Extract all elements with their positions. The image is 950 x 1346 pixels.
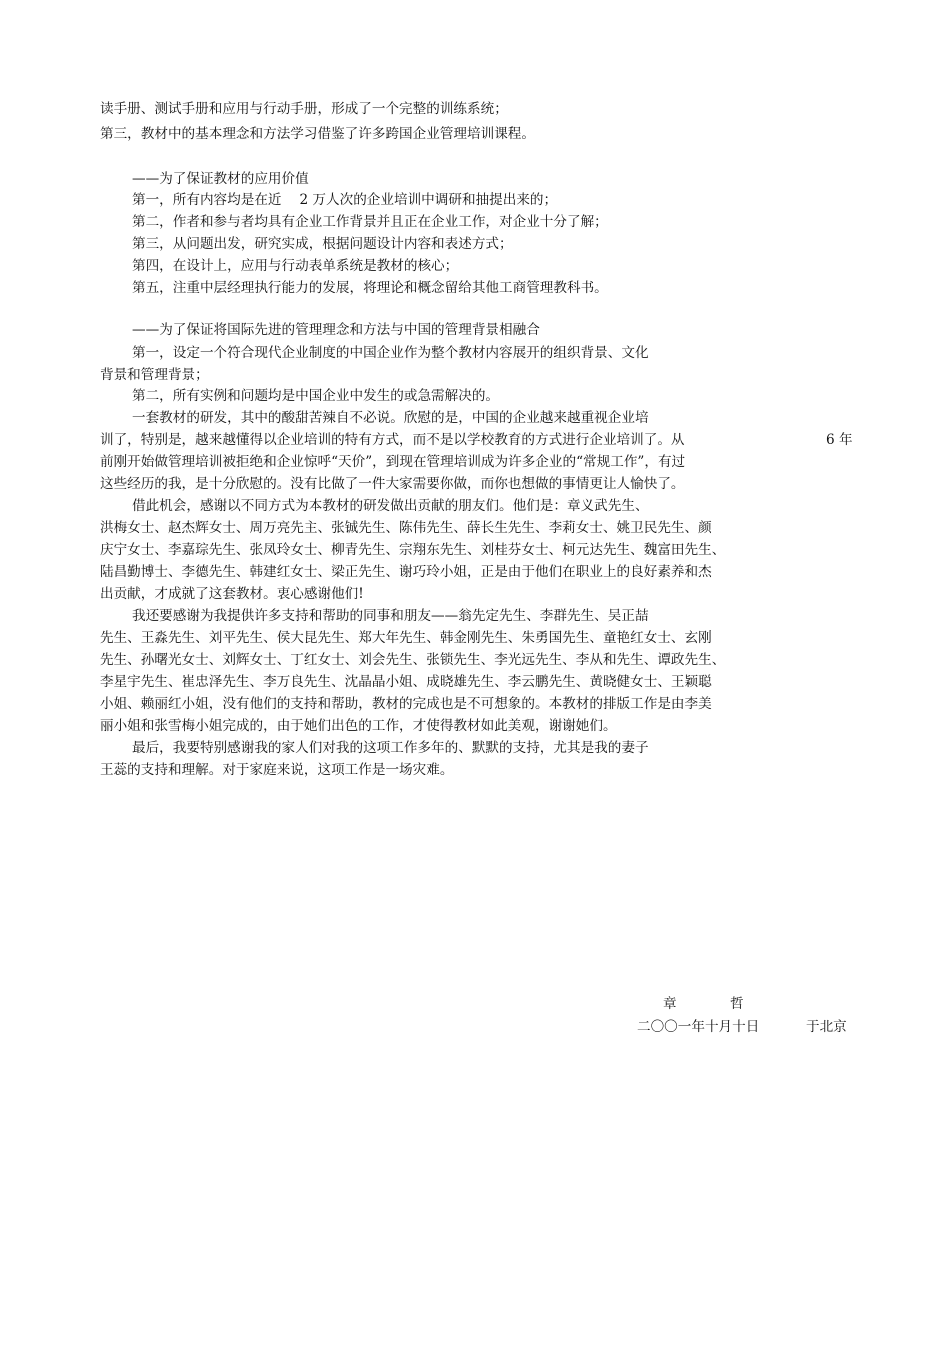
text-line: 先生、孙曙光女士、刘辉女士、丁红女士、刘会先生、张锁先生、李光远先生、李从和先生、谭政先生、	[100, 652, 726, 668]
text-line: 王蕊的支持和理解。对于家庭来说，这项工作是一场灾难。	[100, 762, 454, 778]
text-line: 出贡献，才成就了这套教材。衷心感谢他们!	[100, 586, 364, 602]
text-line: 背景和管理背景；	[100, 367, 209, 383]
signature-name-part: 哲	[730, 996, 744, 1012]
text-line: 陆昌勤博士、李德先生、韩建红女士、梁正先生、谢巧玲小姐，正是由于他们在职业上的良好素养和杰	[100, 564, 712, 580]
text-line: 前刚开始做管理培训被拒绝和企业惊呼“天价”，到现在管理培训成为许多企业的“常规工作”，有过	[100, 454, 686, 470]
text-line: 第二，作者和参与者均具有企业工作背景并且正在企业工作，对企业十分了解；	[132, 214, 608, 230]
text-line: 洪梅女士、赵杰辉女士、周万亮先主、张铖先生、陈伟先生、薛长生先生、李莉女士、姚卫民先生、颜	[100, 520, 712, 536]
signature-place: 于北京	[806, 1019, 847, 1035]
signature-date: 二〇〇一年十月十日	[637, 1019, 760, 1035]
section-heading: ——为了保证教材的应用价值	[132, 171, 309, 187]
text-line: 第一，设定一个符合现代企业制度的中国企业作为整个教材内容展开的组织背景、文化	[132, 345, 649, 361]
text-line: 丽小姐和张雪梅小姐完成的，由于她们出色的工作，才使得教材如此美观，谢谢她们。	[100, 718, 617, 734]
text-line: 小姐、赖丽红小姐，没有他们的支持和帮助，教材的完成也是不可想象的。本教材的排版工作是由李美	[100, 696, 712, 712]
text-line: 第一，所有内容均是在近 2 万人次的企业培训中调研和抽提出来的；	[132, 192, 558, 208]
right-margin-note: 6 年	[826, 432, 853, 448]
text-line: 第二，所有实例和问题均是中国企业中发生的或急需解决的。	[132, 388, 500, 404]
section-heading: ——为了保证将国际先进的管理理念和方法与中国的管理背景相融合	[132, 322, 540, 338]
text-line: 第五，注重中层经理执行能力的发展，将理论和概念留给其他工商管理教科书。	[132, 280, 608, 296]
text-line: 先生、王淼先生、刘平先生、侯大昆先生、郑大年先生、韩金刚先生、朱勇国先生、童艳红女士、玄刚	[100, 630, 712, 646]
text-line: 这些经历的我，是十分欣慰的。没有比做了一件大家需要你做，而你也想做的事情更让人愉快了。	[100, 476, 685, 492]
text-line: 我还要感谢为我提供许多支持和帮助的同事和朋友——翁先定先生、李群先生、吴正喆	[132, 608, 649, 624]
text-line: 读手册、测试手册和应用与行动手册，形成了一个完整的训练系统；	[100, 101, 508, 117]
signature-name-part: 章	[663, 996, 677, 1012]
text-line: 第四，在设计上，应用与行动表单系统是教材的核心；	[132, 258, 459, 274]
text-line: 庆宁女士、李嘉琮先生、张凤玲女士、柳青先生、宗翔东先生、刘桂芬女士、柯元达先生、魏富田先生、	[100, 542, 726, 558]
text-line: 李星宇先生、崔忠泽先生、李万良先生、沈晶晶小姐、成晓雄先生、李云鹏先生、黄晓健女士、王颖聪	[100, 674, 712, 690]
text-line: 第三，从问题出发，研究实成，根据问题设计内容和表述方式；	[132, 236, 513, 252]
text-line: 最后，我要特别感谢我的家人们对我的这项工作多年的、默默的支持，尤其是我的妻子	[132, 740, 649, 756]
text-line: 训了，特别是，越来越懂得以企业培训的特有方式，而不是以学校教育的方式进行企业培训了。从	[100, 432, 685, 448]
text-line: 一套教材的研发，其中的酸甜苦辣自不必说。欣慰的是，中国的企业越来越重视企业培	[132, 410, 649, 426]
text-line: 第三，教材中的基本理念和方法学习借鉴了许多跨国企业管理培训课程。	[100, 126, 535, 142]
text-line: 借此机会，感谢以不同方式为本教材的研发做出贡献的朋友们。他们是：章义武先生、	[132, 498, 649, 514]
